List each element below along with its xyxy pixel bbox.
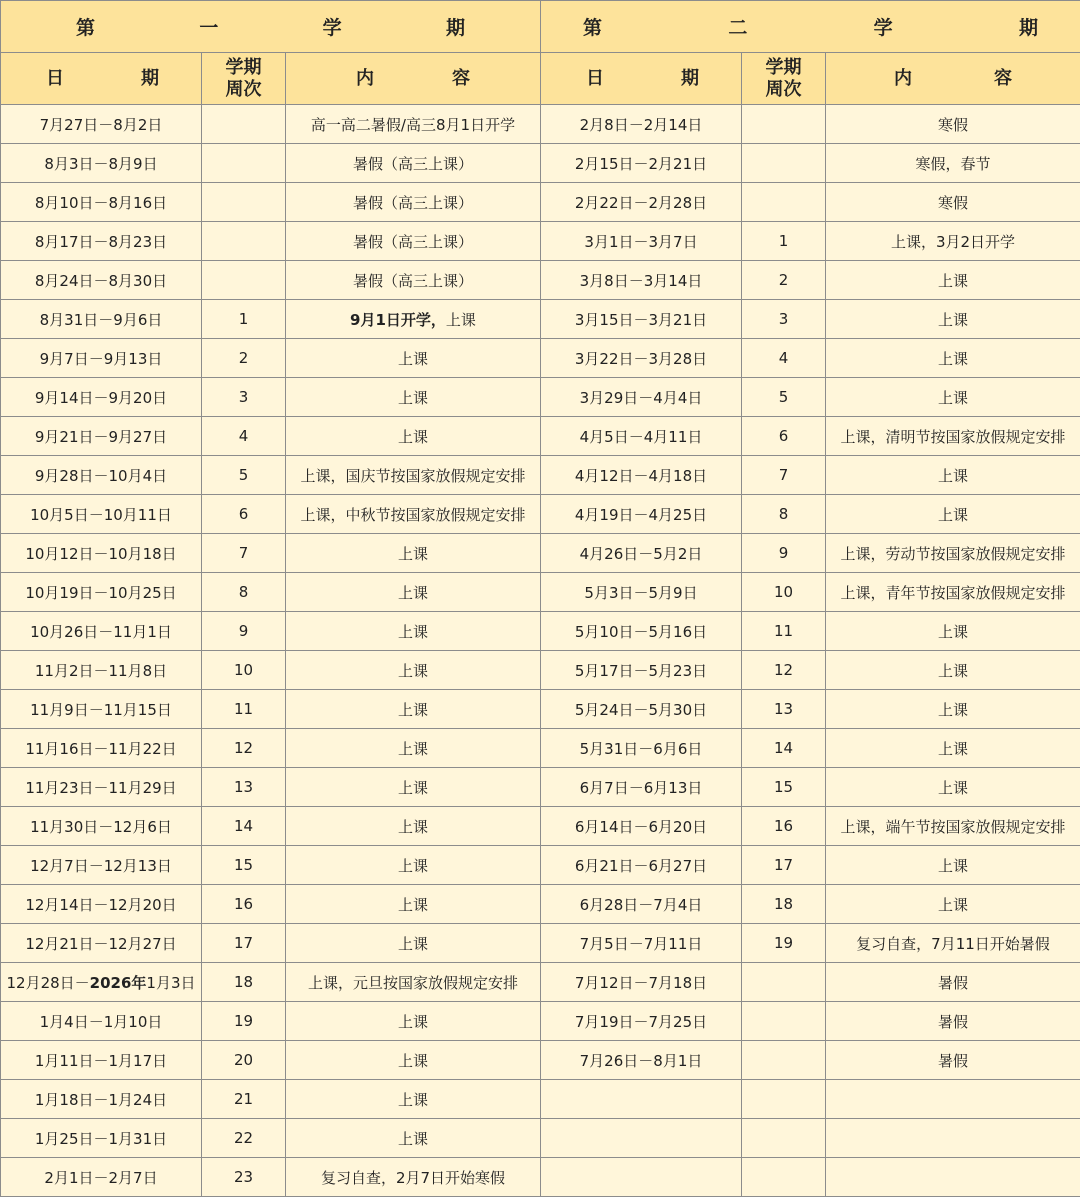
table-row — [1, 417, 1080, 456]
table-row — [1, 339, 1080, 378]
semester1-content-cell: 上课 — [286, 1119, 541, 1158]
table-row — [1, 729, 1080, 768]
semester2-date-cell: 4月5日－4月11日 — [541, 417, 742, 456]
semester2-content-header — [826, 53, 1080, 105]
semester1-date-cell: 8月3日－8月9日 — [1, 144, 202, 183]
semester2-week-cell: 6 — [742, 417, 826, 456]
semester1-date-cell — [1, 963, 202, 1002]
semester2-date-cell — [541, 1158, 742, 1197]
column-header-row — [1, 53, 1080, 105]
table-row — [1, 690, 1080, 729]
semester2-date-cell: 3月15日－3月21日 — [541, 300, 742, 339]
semester-title-row — [1, 1, 1080, 53]
table-row — [1, 1119, 1080, 1158]
semester2-week-cell — [742, 1119, 826, 1158]
semester1-week-cell: 15 — [202, 846, 286, 885]
table-row — [1, 378, 1080, 417]
semester2-content-cell — [826, 1158, 1080, 1197]
semester2-date-cell: 7月26日－8月1日 — [541, 1041, 742, 1080]
semester1-week-cell: 3 — [202, 378, 286, 417]
semester1-content-cell: 上课，中秋节按国家放假规定安排 — [286, 495, 541, 534]
table-row — [1, 885, 1080, 924]
content-emphasis: 9月1日开学， — [350, 310, 446, 329]
semester1-content-cell: 暑假（高三上课） — [286, 222, 541, 261]
semester2-date-cell: 5月31日－6月6日 — [541, 729, 742, 768]
semester1-content-cell: 上课 — [286, 534, 541, 573]
semester2-week-cell: 19 — [742, 924, 826, 963]
semester1-date-cell: 2月1日－2月7日 — [1, 1158, 202, 1197]
semester1-week-cell: 17 — [202, 924, 286, 963]
semester1-date-cell: 8月24日－8月30日 — [1, 261, 202, 300]
header-line: 周次 — [765, 78, 802, 100]
semester1-week-cell — [202, 261, 286, 300]
semester2-date-cell: 3月1日－3月7日 — [541, 222, 742, 261]
semester1-date-cell: 1月25日－1月31日 — [1, 1119, 202, 1158]
semester1-date-cell: 11月16日－11月22日 — [1, 729, 202, 768]
table-row — [1, 183, 1080, 222]
semester2-content-cell: 寒假 — [826, 183, 1080, 222]
semester1-week-cell: 5 — [202, 456, 286, 495]
semester2-date-cell: 4月19日－4月25日 — [541, 495, 742, 534]
semester1-content-cell: 上课 — [286, 924, 541, 963]
header-char: 期 — [681, 67, 699, 89]
semester1-title-char: 期 — [445, 17, 465, 39]
semester1-week-cell: 10 — [202, 651, 286, 690]
semester2-content-cell: 上课 — [826, 651, 1080, 690]
semester2-week-cell: 11 — [742, 612, 826, 651]
semester2-content-cell: 上课，3月2日开学 — [826, 222, 1080, 261]
semester1-content-cell: 上课 — [286, 612, 541, 651]
semester2-week-cell: 8 — [742, 495, 826, 534]
semester1-week-header — [202, 53, 286, 105]
header-char: 日 — [586, 67, 604, 89]
semester1-content-cell — [286, 300, 541, 339]
semester1-content-cell: 上课 — [286, 1080, 541, 1119]
semester2-date-cell: 5月3日－5月9日 — [541, 573, 742, 612]
semester2-week-cell — [742, 963, 826, 1002]
semester1-week-cell: 18 — [202, 963, 286, 1002]
semester2-date-cell: 4月26日－5月2日 — [541, 534, 742, 573]
semester1-date-cell: 7月27日－8月2日 — [1, 105, 202, 144]
semester1-date-cell: 9月14日－9月20日 — [1, 378, 202, 417]
semester1-title-char: 第 — [76, 17, 96, 39]
semester1-content-cell: 上课 — [286, 885, 541, 924]
semester1-date-cell: 9月28日－10月4日 — [1, 456, 202, 495]
semester1-week-cell: 14 — [202, 807, 286, 846]
semester1-content-cell: 上课 — [286, 807, 541, 846]
semester1-content-cell: 暑假（高三上课） — [286, 144, 541, 183]
semester2-content-cell: 上课 — [826, 339, 1080, 378]
semester2-week-cell — [742, 1002, 826, 1041]
semester1-week-cell — [202, 183, 286, 222]
semester2-content-cell: 上课 — [826, 612, 1080, 651]
semester1-week-cell: 21 — [202, 1080, 286, 1119]
table-row — [1, 1080, 1080, 1119]
semester2-content-cell: 上课，青年节按国家放假规定安排 — [826, 573, 1080, 612]
semester1-date-cell: 1月18日－1月24日 — [1, 1080, 202, 1119]
semester2-week-cell: 7 — [742, 456, 826, 495]
table-row — [1, 1158, 1080, 1197]
table-row — [1, 1002, 1080, 1041]
semester2-date-cell: 5月10日－5月16日 — [541, 612, 742, 651]
semester2-date-cell — [541, 1080, 742, 1119]
semester2-week-cell: 15 — [742, 768, 826, 807]
semester2-title — [541, 1, 1080, 53]
semester2-content-cell: 复习自查，7月11日开始暑假 — [826, 924, 1080, 963]
semester1-week-cell: 22 — [202, 1119, 286, 1158]
semester1-week-cell: 2 — [202, 339, 286, 378]
semester2-week-header — [742, 53, 826, 105]
semester2-content-cell — [826, 1119, 1080, 1158]
semester1-week-cell: 16 — [202, 885, 286, 924]
semester2-date-cell: 7月12日－7月18日 — [541, 963, 742, 1002]
semester1-content-cell: 上课 — [286, 339, 541, 378]
table-row — [1, 573, 1080, 612]
semester2-content-cell: 上课 — [826, 456, 1080, 495]
table-row — [1, 300, 1080, 339]
semester1-week-cell: 6 — [202, 495, 286, 534]
content-text: 上课 — [445, 310, 476, 329]
semester2-week-cell — [742, 183, 826, 222]
semester2-title-char: 期 — [1018, 17, 1038, 39]
semester1-title-char: 学 — [322, 17, 342, 39]
header-char: 日 — [46, 67, 64, 89]
semester2-week-cell — [742, 1158, 826, 1197]
semester2-week-cell — [742, 105, 826, 144]
semester2-date-cell: 6月28日－7月4日 — [541, 885, 742, 924]
semester1-week-cell: 9 — [202, 612, 286, 651]
date-year: 2026年 — [89, 973, 147, 992]
semester2-content-cell: 上课 — [826, 300, 1080, 339]
semester1-week-cell: 12 — [202, 729, 286, 768]
semester1-content-cell: 上课 — [286, 1041, 541, 1080]
header-char: 容 — [452, 67, 470, 89]
semester2-content-cell: 暑假 — [826, 1041, 1080, 1080]
semester1-content-cell: 上课，元旦按国家放假规定安排 — [286, 963, 541, 1002]
calendar-body — [1, 105, 1080, 1197]
semester2-date-cell: 3月29日－4月4日 — [541, 378, 742, 417]
semester2-week-cell: 12 — [742, 651, 826, 690]
semester2-week-cell: 17 — [742, 846, 826, 885]
semester2-week-cell: 13 — [742, 690, 826, 729]
semester2-week-cell: 4 — [742, 339, 826, 378]
semester1-date-cell: 10月12日－10月18日 — [1, 534, 202, 573]
header-line: 周次 — [225, 78, 262, 100]
table-row — [1, 612, 1080, 651]
semester2-content-cell: 上课 — [826, 729, 1080, 768]
semester1-date-cell: 9月21日－9月27日 — [1, 417, 202, 456]
semester1-date-cell: 8月31日－9月6日 — [1, 300, 202, 339]
semester1-content-cell: 上课 — [286, 417, 541, 456]
semester1-content-cell: 上课 — [286, 1002, 541, 1041]
semester1-date-cell: 10月26日－11月1日 — [1, 612, 202, 651]
semester2-week-cell: 16 — [742, 807, 826, 846]
table-row — [1, 105, 1080, 144]
semester1-content-cell: 高一高二暑假/高三8月1日开学 — [286, 105, 541, 144]
semester2-week-cell: 9 — [742, 534, 826, 573]
semester1-date-header — [1, 53, 202, 105]
semester1-content-cell: 上课 — [286, 378, 541, 417]
semester1-content-cell: 上课 — [286, 651, 541, 690]
semester2-title-char: 二 — [728, 17, 748, 39]
semester1-title — [1, 1, 541, 53]
semester2-week-cell: 2 — [742, 261, 826, 300]
semester2-date-header — [541, 53, 742, 105]
semester2-content-cell: 上课 — [826, 261, 1080, 300]
semester1-content-cell: 上课 — [286, 573, 541, 612]
semester2-date-cell — [541, 1119, 742, 1158]
semester2-date-cell: 2月22日－2月28日 — [541, 183, 742, 222]
table-row — [1, 222, 1080, 261]
semester2-date-cell: 2月8日－2月14日 — [541, 105, 742, 144]
semester1-content-cell: 暑假（高三上课） — [286, 261, 541, 300]
header-char: 内 — [894, 67, 912, 89]
header-char: 期 — [141, 67, 159, 89]
semester1-date-cell: 12月7日－12月13日 — [1, 846, 202, 885]
table-row — [1, 651, 1080, 690]
table-row — [1, 963, 1080, 1002]
semester1-content-cell: 上课，国庆节按国家放假规定安排 — [286, 456, 541, 495]
semester1-date-cell: 10月5日－10月11日 — [1, 495, 202, 534]
semester2-week-cell — [742, 144, 826, 183]
semester1-week-cell — [202, 144, 286, 183]
semester1-content-cell: 上课 — [286, 768, 541, 807]
table-row — [1, 1041, 1080, 1080]
semester2-content-cell: 上课，清明节按国家放假规定安排 — [826, 417, 1080, 456]
semester2-content-cell: 寒假，春节 — [826, 144, 1080, 183]
semester1-content-cell: 复习自查，2月7日开始寒假 — [286, 1158, 541, 1197]
semester2-week-cell: 18 — [742, 885, 826, 924]
header-char: 内 — [356, 67, 374, 89]
semester1-week-cell — [202, 222, 286, 261]
semester2-week-cell — [742, 1080, 826, 1119]
semester1-week-cell: 11 — [202, 690, 286, 729]
semester1-week-cell: 20 — [202, 1041, 286, 1080]
semester2-date-cell: 6月14日－6月20日 — [541, 807, 742, 846]
semester1-date-cell: 11月2日－11月8日 — [1, 651, 202, 690]
semester2-content-cell: 上课 — [826, 378, 1080, 417]
semester1-week-cell: 13 — [202, 768, 286, 807]
table-row — [1, 807, 1080, 846]
header-char: 容 — [994, 67, 1012, 89]
semester2-week-cell: 14 — [742, 729, 826, 768]
semester2-content-cell: 寒假 — [826, 105, 1080, 144]
semester1-date-cell: 12月14日－12月20日 — [1, 885, 202, 924]
semester2-title-char: 学 — [873, 17, 893, 39]
semester1-week-cell: 19 — [202, 1002, 286, 1041]
table-row — [1, 924, 1080, 963]
header-line: 学期 — [225, 56, 262, 78]
table-row — [1, 495, 1080, 534]
date-text: 12月28日－ — [6, 973, 90, 992]
semester1-date-cell: 11月9日－11月15日 — [1, 690, 202, 729]
table-row — [1, 144, 1080, 183]
semester2-content-cell: 上课 — [826, 846, 1080, 885]
semester1-date-cell: 12月21日－12月27日 — [1, 924, 202, 963]
table-row — [1, 846, 1080, 885]
table-row — [1, 534, 1080, 573]
table-row — [1, 261, 1080, 300]
semester1-date-cell: 9月7日－9月13日 — [1, 339, 202, 378]
semester1-week-cell: 7 — [202, 534, 286, 573]
semester2-title-char: 第 — [583, 17, 603, 39]
semester1-date-cell: 1月11日－1月17日 — [1, 1041, 202, 1080]
semester2-date-cell: 6月7日－6月13日 — [541, 768, 742, 807]
semester2-date-cell: 2月15日－2月21日 — [541, 144, 742, 183]
semester1-content-cell: 暑假（高三上课） — [286, 183, 541, 222]
semester1-date-cell: 11月23日－11月29日 — [1, 768, 202, 807]
semester2-date-cell: 5月24日－5月30日 — [541, 690, 742, 729]
semester2-week-cell: 3 — [742, 300, 826, 339]
semester2-week-cell: 1 — [742, 222, 826, 261]
semester1-date-cell: 11月30日－12月6日 — [1, 807, 202, 846]
table-row — [1, 456, 1080, 495]
semester2-date-cell: 3月8日－3月14日 — [541, 261, 742, 300]
semester1-week-cell: 1 — [202, 300, 286, 339]
header-line: 学期 — [765, 56, 802, 78]
date-text: 1月3日 — [146, 973, 196, 992]
semester1-week-cell — [202, 105, 286, 144]
semester1-week-cell: 4 — [202, 417, 286, 456]
table-row — [1, 768, 1080, 807]
semester2-content-cell: 暑假 — [826, 1002, 1080, 1041]
semester2-content-cell: 上课，劳动节按国家放假规定安排 — [826, 534, 1080, 573]
semester1-date-cell: 8月10日－8月16日 — [1, 183, 202, 222]
semester1-title-char: 一 — [199, 17, 219, 39]
semester1-week-cell: 8 — [202, 573, 286, 612]
semester2-content-cell: 上课 — [826, 768, 1080, 807]
semester2-date-cell: 7月5日－7月11日 — [541, 924, 742, 963]
semester2-week-cell: 10 — [742, 573, 826, 612]
semester1-date-cell: 1月4日－1月10日 — [1, 1002, 202, 1041]
semester2-week-cell — [742, 1041, 826, 1080]
semester2-date-cell: 4月12日－4月18日 — [541, 456, 742, 495]
semester1-content-cell: 上课 — [286, 729, 541, 768]
semester2-date-cell: 6月21日－6月27日 — [541, 846, 742, 885]
semester2-date-cell: 5月17日－5月23日 — [541, 651, 742, 690]
semester1-content-cell: 上课 — [286, 690, 541, 729]
semester2-date-cell: 3月22日－3月28日 — [541, 339, 742, 378]
semester2-date-cell: 7月19日－7月25日 — [541, 1002, 742, 1041]
semester1-content-header — [286, 53, 541, 105]
semester1-date-cell: 8月17日－8月23日 — [1, 222, 202, 261]
semester2-content-cell — [826, 1080, 1080, 1119]
semester1-content-cell: 上课 — [286, 846, 541, 885]
semester2-content-cell: 上课，端午节按国家放假规定安排 — [826, 807, 1080, 846]
semester1-week-cell: 23 — [202, 1158, 286, 1197]
semester2-content-cell: 暑假 — [826, 963, 1080, 1002]
semester2-content-cell: 上课 — [826, 885, 1080, 924]
semester2-content-cell: 上课 — [826, 690, 1080, 729]
semester2-week-cell: 5 — [742, 378, 826, 417]
semester2-content-cell: 上课 — [826, 495, 1080, 534]
semester1-date-cell: 10月19日－10月25日 — [1, 573, 202, 612]
